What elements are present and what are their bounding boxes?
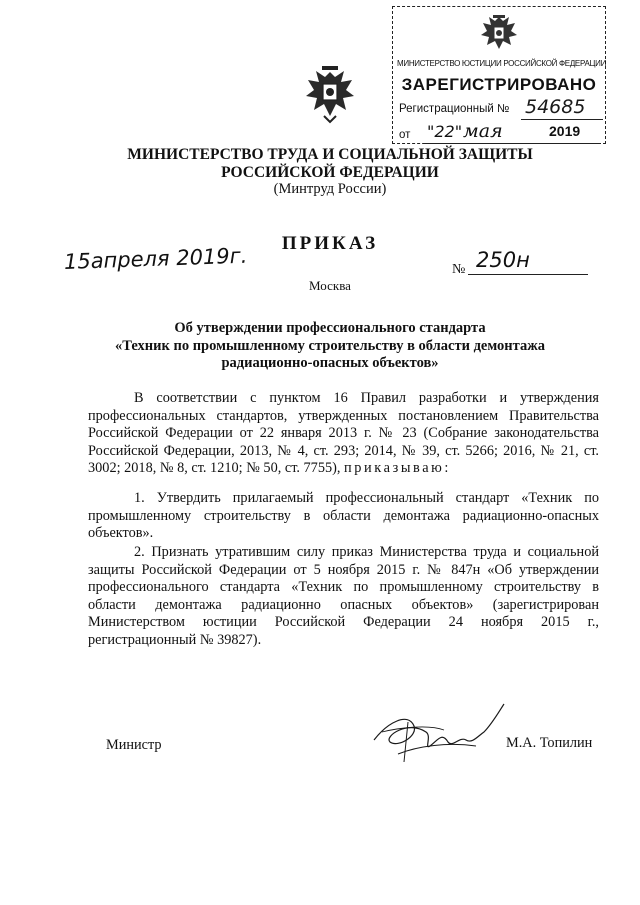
signatory-name: М.А. Топилин [506, 735, 593, 751]
ministry-line-2: РОССИЙСКОЙ ФЕДЕРАЦИИ [221, 164, 439, 181]
registration-stamp [392, 6, 606, 144]
stamp-reg-number: 54685 [525, 96, 586, 118]
subject-line-2: «Техник по промышленному строительству в области демонтажа [115, 337, 545, 354]
stamp-registered: ЗАРЕГИСТРИРОВАНО [401, 75, 597, 94]
order-word: приказываю: [344, 460, 451, 477]
ministry-short-name: (Минтруд России) [273, 181, 387, 197]
document-subject [110, 320, 550, 373]
stamp-ministry: МИНИСТЕРСТВО ЮСТИЦИИ РОССИЙСКОЙ ФЕДЕРАЦИИ [397, 59, 607, 68]
item-2-paragraph: 2. Признать утратившим силу приказ Министерства труда и социальной защиты Российской Федерации от 5 ноября 2015 г. № 847н «Об утверждении профессионального стандарта «Техник по промышленному строительству в области демонтажа радиационно опасных объектов» (зарегистрирован Министерством юстиции Российской Федерации 24 ноября 2015 г., регистрационный № 39827). [88, 544, 599, 648]
order-number-label: № [452, 262, 466, 277]
signatory-title: Министр [106, 737, 162, 753]
stamp-date-month: мая [463, 120, 503, 142]
underline [468, 274, 588, 275]
handwritten-signature [368, 702, 508, 772]
ministry-line-1: МИНИСТЕРСТВО ТРУДА И СОЦИАЛЬНОЙ ЗАЩИТЫ [127, 146, 533, 163]
underline [521, 119, 603, 120]
stamp-date-line [399, 120, 603, 147]
underline [423, 143, 601, 144]
subject-line-1: Об утверждении профессионального стандарта [174, 320, 486, 336]
coat-of-arms-icon [302, 62, 358, 124]
order-number: 250н [476, 248, 530, 272]
document-type: ПРИКАЗ [281, 233, 379, 254]
city: Москва [309, 278, 351, 293]
ministry-name [110, 146, 550, 182]
subject-line-3: радиационно-опасных объектов» [221, 355, 439, 371]
stamp-date-year: 2019 [549, 123, 581, 139]
preamble-text: В соответствии с пунктом 16 Правил разработки и утверждения профессиональных стандартов, утвержденных постановлением Правительства Российской Федерации от 22 января 2013 г. № 23 (Собрание законодательства Российской Федерации, 2013, № 4, ст. 293; 2014, № 39, ст. 5266; 2016, № 21, ст. 3002; 2018, № 8, ст. 1210; № 50, ст. 7755), [88, 390, 599, 477]
order-date: 15апреля 2019г. [63, 243, 248, 274]
item-1-paragraph: 1. Утвердить прилагаемый профессиональный стандарт «Техник по промышленному строительству в области демонтажа радиационно-опасных объектов». [88, 490, 599, 542]
stamp-reg-label: Регистрационный № [399, 103, 510, 115]
stamp-date-prefix: от [399, 129, 411, 141]
coat-of-arms-icon [477, 11, 521, 55]
preamble-paragraph [88, 390, 599, 478]
stamp-date-day: "22" [427, 122, 463, 141]
